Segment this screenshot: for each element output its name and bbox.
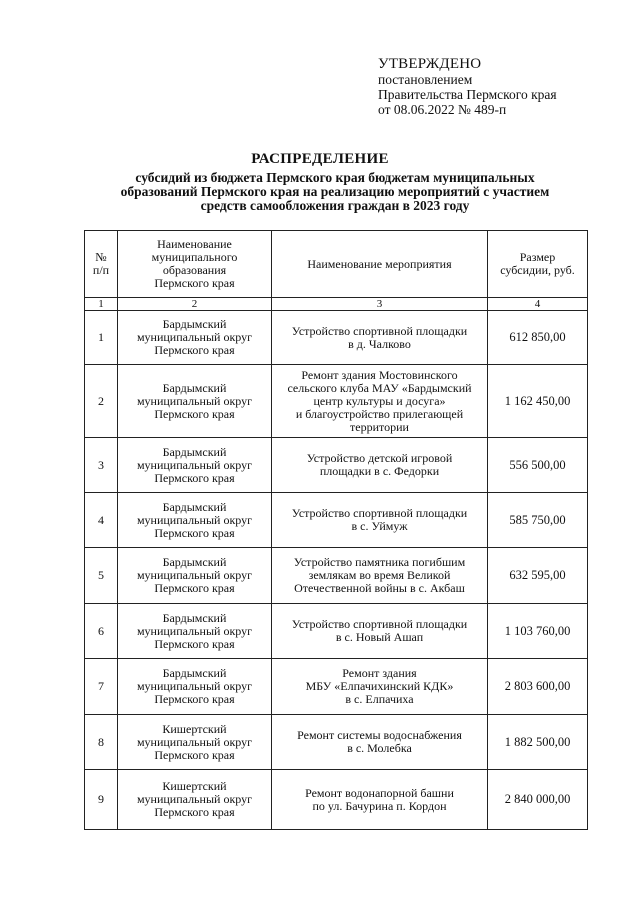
- approval-line: Правительства Пермского края: [378, 87, 557, 102]
- amount-cell: 585 750,00: [488, 493, 588, 548]
- amount-cell: 556 500,00: [488, 438, 588, 493]
- amount-cell: 2 840 000,00: [488, 770, 588, 830]
- approval-block: [378, 57, 557, 117]
- distribution-table: [84, 230, 588, 830]
- subtitle-line: образований Пермского края на реализацию мероприятий с участием: [120, 184, 550, 199]
- municipality-cell: Кишертский муниципальный округ Пермского края: [118, 770, 272, 830]
- column-number: 3: [272, 298, 488, 311]
- header-event: Наименование мероприятия: [272, 231, 488, 298]
- table-row: [85, 659, 588, 715]
- municipality-cell: Кишертский муниципальный округ Пермского края: [118, 715, 272, 770]
- event-cell: Устройство детской игровой площадки в с. Федорки: [272, 438, 488, 493]
- table-row: [85, 715, 588, 770]
- amount-cell: 1 103 760,00: [488, 604, 588, 659]
- event-cell: Устройство спортивной площадки в д. Чалково: [272, 311, 488, 365]
- column-number: 2: [118, 298, 272, 311]
- amount-cell: 2 803 600,00: [488, 659, 588, 715]
- event-cell: Устройство спортивной площадки в с. Уймуж: [272, 493, 488, 548]
- row-number: 7: [85, 659, 118, 715]
- header-amount: Размер субсидии, руб.: [488, 231, 588, 298]
- column-number: 4: [488, 298, 588, 311]
- event-cell: Ремонт здания МБУ «Елпачихинский КДК» в с. Елпачиха: [272, 659, 488, 715]
- amount-cell: 612 850,00: [488, 311, 588, 365]
- event-cell: Устройство спортивной площадки в с. Новый Ашап: [272, 604, 488, 659]
- table-row: [85, 604, 588, 659]
- row-number: 4: [85, 493, 118, 548]
- municipality-cell: Бардымский муниципальный округ Пермского края: [118, 493, 272, 548]
- column-number-row: [85, 298, 588, 311]
- document-subtitle: [80, 171, 590, 213]
- event-cell: Устройство памятника погибшим землякам во время Великой Отечественной войны в с. Акбаш: [272, 548, 488, 604]
- municipality-cell: Бардымский муниципальный округ Пермского края: [118, 311, 272, 365]
- amount-cell: 632 595,00: [488, 548, 588, 604]
- table-header-row: [85, 231, 588, 298]
- header-num: № п/п: [85, 231, 118, 298]
- approval-line: от 08.06.2022 № 489-п: [378, 102, 507, 117]
- row-number: 1: [85, 311, 118, 365]
- approval-line: постановлением: [378, 72, 473, 87]
- table-row: [85, 438, 588, 493]
- row-number: 9: [85, 770, 118, 830]
- municipality-cell: Бардымский муниципальный округ Пермского края: [118, 604, 272, 659]
- subtitle-line: средств самообложения граждан в 2023 году: [200, 198, 470, 213]
- subtitle-line: субсидий из бюджета Пермского края бюджетам муниципальных: [135, 170, 535, 185]
- row-number: 2: [85, 365, 118, 438]
- row-number: 8: [85, 715, 118, 770]
- document-title: РАСПРЕДЕЛЕНИЕ: [251, 151, 389, 167]
- table-row: [85, 770, 588, 830]
- amount-cell: 1 882 500,00: [488, 715, 588, 770]
- header-municipality: Наименование муниципального образования Пермского края: [118, 231, 272, 298]
- event-cell: Ремонт системы водоснабжения в с. Молебка: [272, 715, 488, 770]
- municipality-cell: Бардымский муниципальный округ Пермского края: [118, 365, 272, 438]
- municipality-cell: Бардымский муниципальный округ Пермского края: [118, 659, 272, 715]
- row-number: 6: [85, 604, 118, 659]
- event-cell: Ремонт водонапорной башни по ул. Бачурина п. Кордон: [272, 770, 488, 830]
- column-number: 1: [85, 298, 118, 311]
- table-row: [85, 493, 588, 548]
- table-row: [85, 311, 588, 365]
- amount-cell: 1 162 450,00: [488, 365, 588, 438]
- row-number: 5: [85, 548, 118, 604]
- municipality-cell: Бардымский муниципальный округ Пермского края: [118, 548, 272, 604]
- table-row: [85, 365, 588, 438]
- event-cell: Ремонт здания Мостовинского сельского клуба МАУ «Бардымский центр культуры и досуга» и благоустройство прилегающей территории: [272, 365, 488, 438]
- row-number: 3: [85, 438, 118, 493]
- table-row: [85, 548, 588, 604]
- municipality-cell: Бардымский муниципальный округ Пермского края: [118, 438, 272, 493]
- approval-heading: УТВЕРЖДЕНО: [378, 56, 482, 72]
